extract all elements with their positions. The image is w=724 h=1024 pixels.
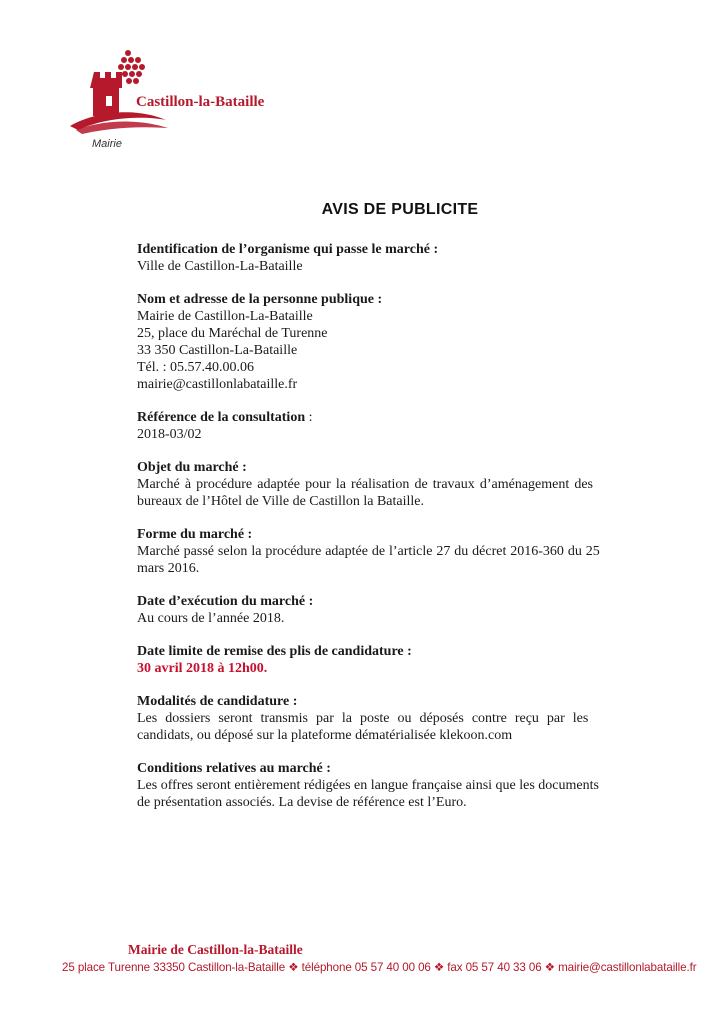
email-line: mairie@castillonlabataille.fr	[137, 377, 298, 392]
section-line: Marché passé selon la procédure adaptée de l’article 27 du décret 2016-360 du 25	[137, 544, 600, 559]
section-line: Au cours de l’année 2018.	[137, 611, 285, 626]
section-line: Les offres seront entièrement rédigées en langue française ainsi que les documents	[137, 778, 599, 793]
section-line: Mairie de Castillon-La-Bataille	[137, 309, 313, 324]
section-organisme	[137, 241, 624, 275]
section-title: Conditions relatives au marché :	[137, 761, 331, 776]
section-title: Identification de l’organisme qui passe le marché :	[137, 242, 439, 257]
reference-value: 2018-03/02	[137, 427, 202, 442]
section-title: Référence de la consultation	[137, 410, 306, 425]
deadline-value: 30 avril 2018 à 12h00.	[137, 661, 268, 676]
section-line: Ville de Castillon-La-Bataille	[137, 259, 303, 274]
section-title-suffix: :	[305, 410, 313, 425]
section-title: Date d’exécution du marché :	[137, 594, 314, 609]
section-title: Forme du marché :	[137, 527, 253, 542]
document-body	[137, 241, 624, 827]
section-title: Date limite de remise des plis de candidature :	[137, 644, 412, 659]
logo-subtitle: Mairie	[92, 138, 122, 150]
section-date-limite	[137, 643, 624, 677]
section-forme	[137, 526, 624, 577]
section-line: candidats, ou déposé sur la plateforme dématérialisée klekoon.com	[137, 728, 513, 743]
section-line: 25, place du Maréchal de Turenne	[137, 326, 328, 341]
section-execution	[137, 593, 624, 627]
section-line: de présentation associés. La devise de référence est l’Euro.	[137, 795, 467, 810]
section-line: 33 350 Castillon-La-Bataille	[137, 343, 298, 358]
document-title: AVIS DE PUBLICITE	[321, 201, 479, 218]
section-modalites	[137, 693, 624, 744]
logo-wordmark: Castillon-la-Bataille	[136, 94, 265, 110]
section-title: Nom et adresse de la personne publique :	[137, 292, 383, 307]
section-line: Les dossiers seront transmis par la poste ou déposés contre reçu par les	[137, 711, 589, 726]
section-line: mars 2016.	[137, 561, 200, 576]
section-title-row	[137, 409, 624, 426]
section-personne-publique	[137, 291, 624, 393]
footer-name: Mairie de Castillon-la-Bataille	[128, 942, 303, 957]
section-objet	[137, 459, 624, 510]
section-title: Objet du marché :	[137, 460, 247, 475]
section-line: Marché à procédure adaptée pour la réalisation de travaux d’aménagement des	[137, 477, 594, 492]
footer-address: 25 place Turenne 33350 Castillon-la-Bataille ❖ téléphone 05 57 40 00 06 ❖ fax 05 57 40 33 06 ❖ mairie@castillonlabataille.fr	[62, 961, 697, 974]
section-conditions	[137, 760, 624, 811]
phone-line: Tél. : 05.57.40.00.06	[137, 360, 255, 375]
section-line: bureaux de l’Hôtel de Ville de Castillon la Bataille.	[137, 494, 424, 509]
town-logo	[68, 50, 288, 160]
section-title: Modalités de candidature :	[137, 694, 298, 709]
section-reference	[137, 409, 624, 443]
